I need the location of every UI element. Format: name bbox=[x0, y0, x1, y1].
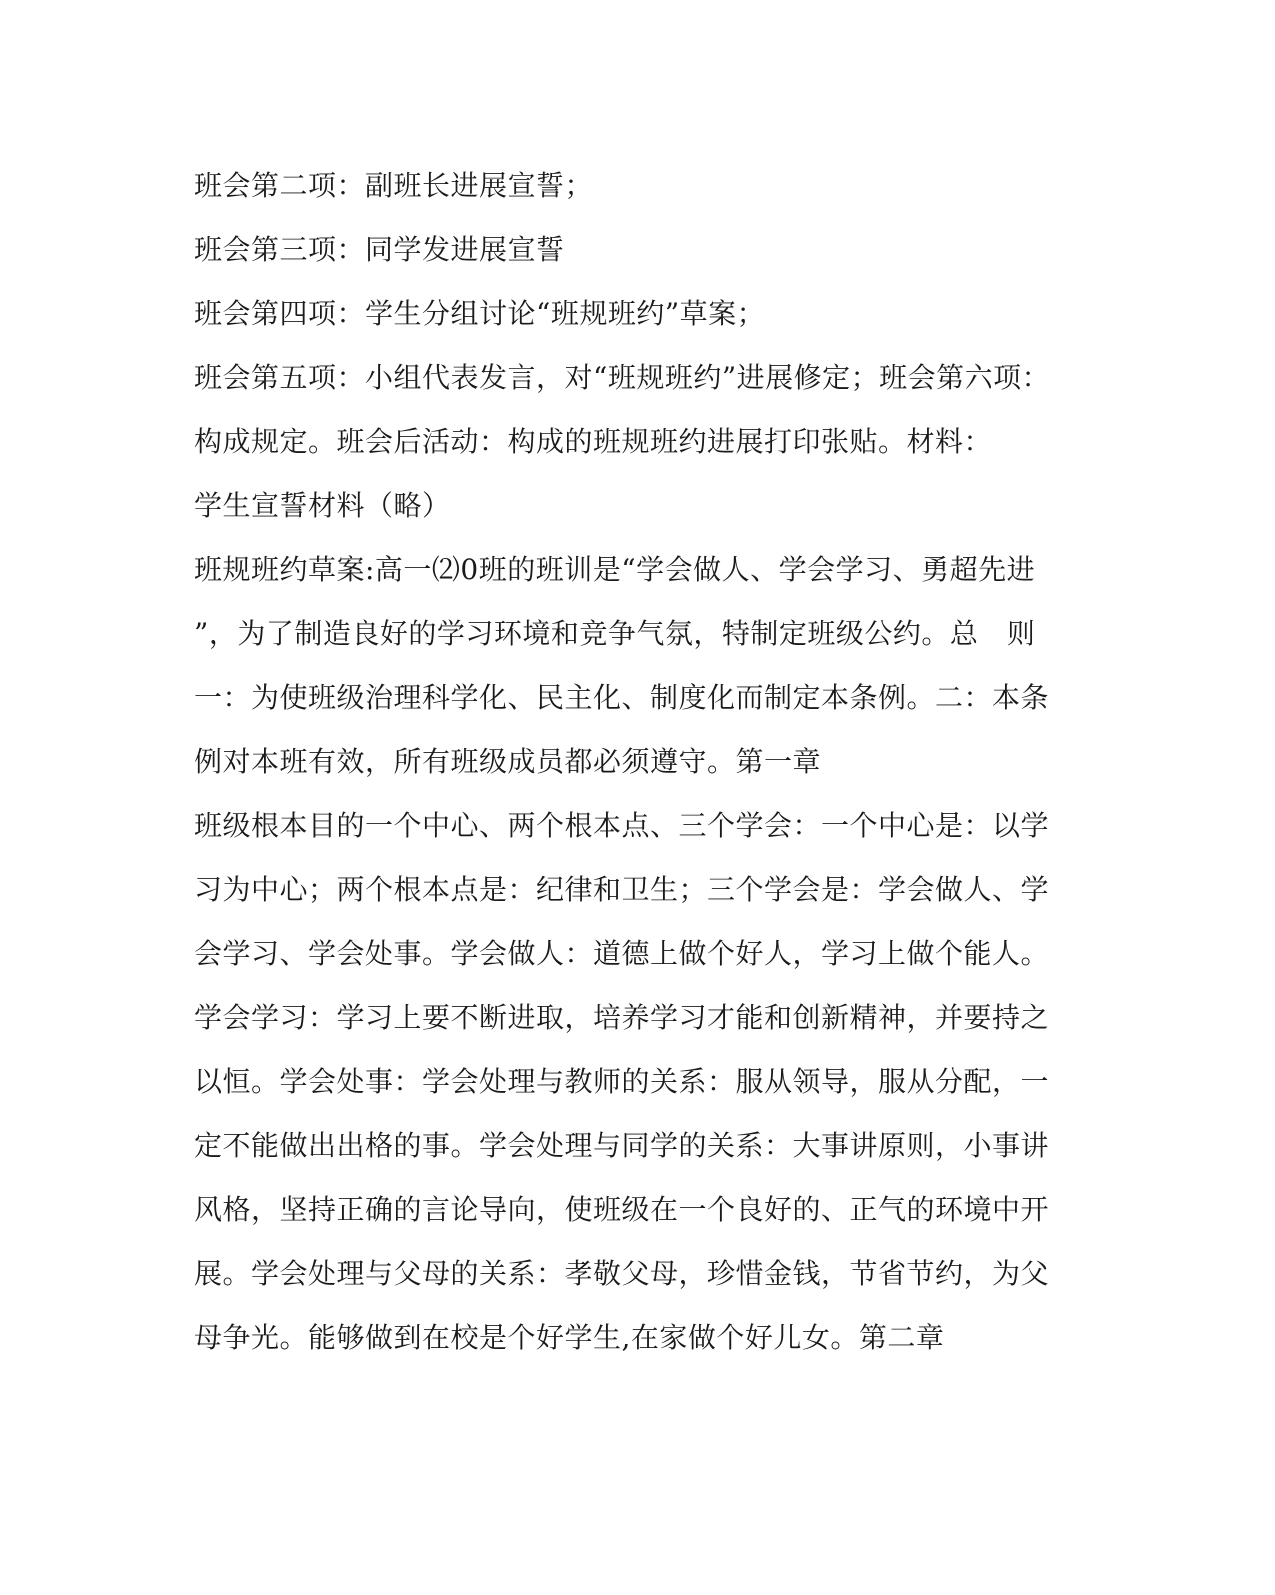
text-line: 定不能做出出格的事。学会处理与同学的关系：大事讲原则，小事讲 bbox=[194, 1129, 1050, 1162]
text-line: 学生宣誓材料（略） bbox=[194, 489, 451, 522]
text-line: 班会第三项：同学发进展宣誓 bbox=[194, 233, 565, 266]
text-line: 风格，坚持正确的言论导向，使班级在一个良好的、正气的环境中开 bbox=[194, 1193, 1050, 1226]
text-line: 班会第四项：学生分组讨论“班规班约”草案； bbox=[194, 297, 766, 330]
text-line: 班会第二项：副班长进展宣誓； bbox=[194, 169, 594, 202]
text-line: 展。学会处理与父母的关系：孝敬父母，珍惜金钱，节省节约，为父 bbox=[194, 1257, 1050, 1290]
text-line: 会学习、学会处事。学会做人：道德上做个好人，学习上做个能人。 bbox=[194, 937, 1050, 970]
text-line: 以恒。学会处事：学会处理与教师的关系：服从领导，服从分配，一 bbox=[194, 1065, 1050, 1098]
text-line: ”，为了制造良好的学习环境和竞争气氛，特制定班级公约。总 则 bbox=[194, 617, 1036, 650]
text-line: 构成规定。班会后活动：构成的班规班约进展打印张贴。材料： bbox=[194, 425, 993, 458]
text-line: 例对本班有效，所有班级成员都必须遵守。第一章 bbox=[194, 745, 822, 778]
text-line: 班会第五项：小组代表发言，对“班规班约”进展修定；班会第六项： bbox=[194, 361, 1051, 394]
text-line: 班规班约草案:高一⑵0班的班训是“学会做人、学会学习、勇超先进 bbox=[194, 553, 1036, 586]
text-line: 班级根本目的一个中心、两个根本点、三个学会：一个中心是：以学 bbox=[194, 809, 1050, 842]
text-line: 一：为使班级治理科学化、民主化、制度化而制定本条例。二：本条 bbox=[194, 681, 1050, 714]
text-line: 母争光。能够做到在校是个好学生,在家做个好儿女。第二章 bbox=[194, 1321, 945, 1354]
text-line: 习为中心；两个根本点是：纪律和卫生；三个学会是：学会做人、学 bbox=[194, 873, 1050, 906]
text-line: 学会学习：学习上要不断进取，培养学习才能和创新精神，并要持之 bbox=[194, 1001, 1050, 1034]
